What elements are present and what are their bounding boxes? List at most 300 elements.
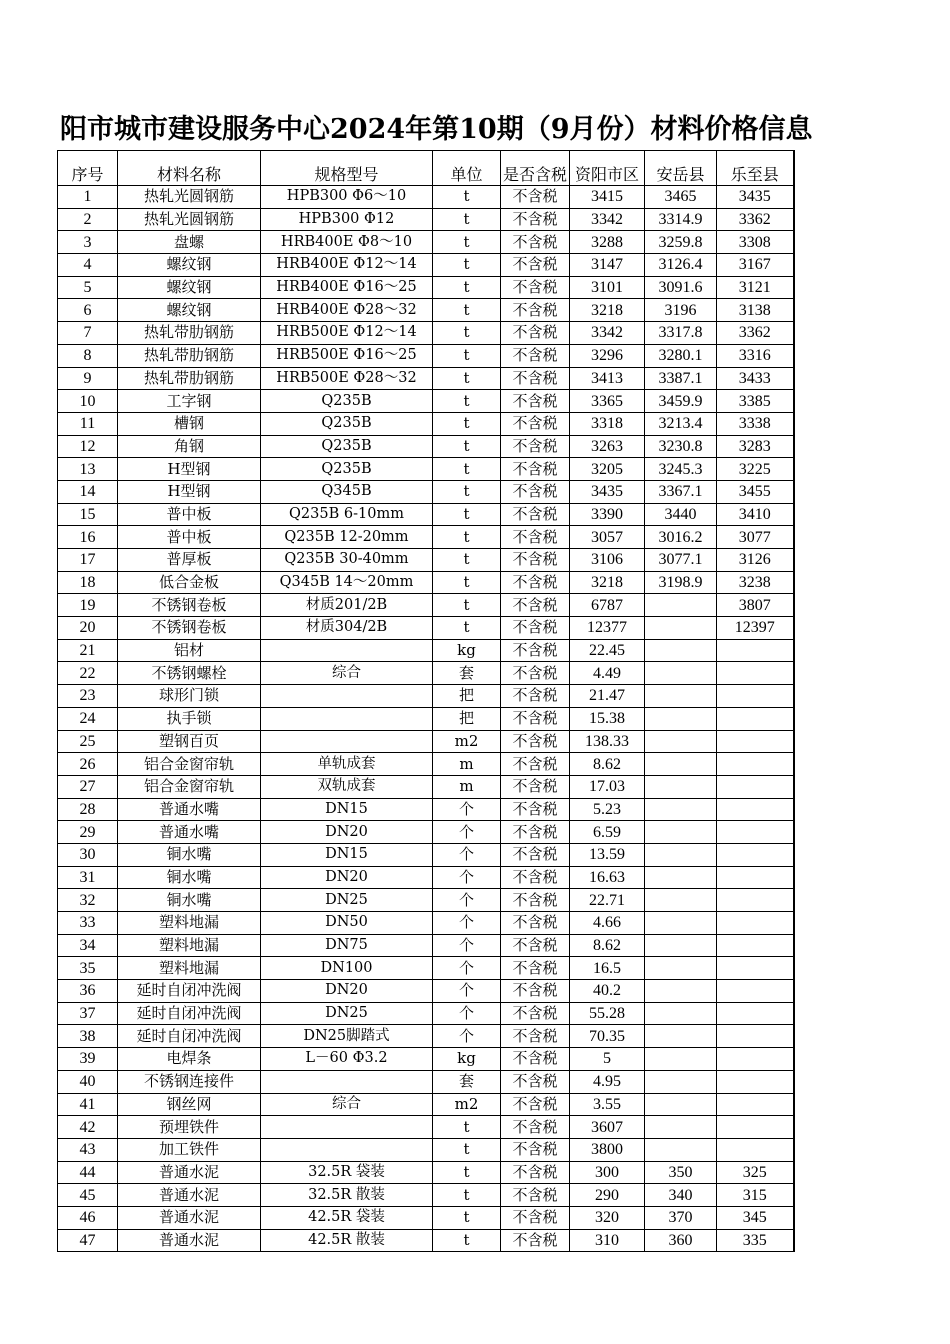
- cell-ziyang: 17.03: [570, 775, 645, 798]
- table-row: [58, 526, 794, 549]
- cell-spec: DN100: [261, 957, 433, 980]
- cell-spec: DN20: [261, 821, 433, 844]
- cell-spec: HPB300 Φ12: [261, 208, 433, 231]
- cell-anyue: 3213.4: [645, 412, 717, 435]
- cell-unit: 套: [433, 662, 501, 685]
- table-row: [58, 571, 794, 594]
- cell-index: 16: [58, 526, 118, 549]
- cell-anyue: 340: [645, 1184, 717, 1207]
- cell-ziyang: 5.23: [570, 798, 645, 821]
- cell-unit: t: [433, 503, 501, 526]
- cell-lezhi: [717, 821, 794, 844]
- cell-anyue: [645, 821, 717, 844]
- cell-lezhi: 325: [717, 1161, 794, 1184]
- cell-index: 15: [58, 503, 118, 526]
- cell-unit: t: [433, 594, 501, 617]
- cell-ziyang: 40.2: [570, 980, 645, 1003]
- cell-lezhi: [717, 1002, 794, 1025]
- cell-anyue: 370: [645, 1206, 717, 1229]
- cell-anyue: [645, 775, 717, 798]
- cell-material: 延时自闭冲洗阀: [118, 1002, 261, 1025]
- cell-index: 11: [58, 412, 118, 435]
- cell-unit: 套: [433, 1070, 501, 1093]
- cell-anyue: 3245.3: [645, 458, 717, 481]
- cell-unit: t: [433, 276, 501, 299]
- cell-index: 22: [58, 662, 118, 685]
- cell-tax: 不含税: [501, 1093, 570, 1116]
- cell-unit: t: [433, 1138, 501, 1161]
- cell-unit: t: [433, 231, 501, 254]
- table-row: [58, 1138, 794, 1161]
- cell-ziyang: 3390: [570, 503, 645, 526]
- cell-ziyang: 300: [570, 1161, 645, 1184]
- cell-ziyang: 310: [570, 1229, 645, 1252]
- cell-index: 3: [58, 231, 118, 254]
- cell-material: 普通水泥: [118, 1206, 261, 1229]
- cell-index: 47: [58, 1229, 118, 1252]
- cell-lezhi: 3807: [717, 594, 794, 617]
- cell-spec: DN75: [261, 934, 433, 957]
- cell-index: 44: [58, 1161, 118, 1184]
- cell-index: 32: [58, 889, 118, 912]
- table-row: [58, 322, 794, 345]
- cell-tax: 不含税: [501, 1184, 570, 1207]
- cell-tax: 不含税: [501, 276, 570, 299]
- cell-tax: 不含税: [501, 707, 570, 730]
- cell-material: 热轧带肋钢筋: [118, 367, 261, 390]
- cell-tax: 不含税: [501, 549, 570, 572]
- cell-material: H型钢: [118, 480, 261, 503]
- header-cell-ziyang: 资阳市区: [570, 151, 645, 186]
- table-row: [58, 344, 794, 367]
- cell-spec: Q345B 14～20mm: [261, 571, 433, 594]
- cell-tax: 不含税: [501, 571, 570, 594]
- cell-lezhi: [717, 1025, 794, 1048]
- cell-tax: 不含税: [501, 662, 570, 685]
- cell-spec: HRB400E Φ8～10: [261, 231, 433, 254]
- cell-anyue: [645, 753, 717, 776]
- cell-tax: 不含税: [501, 1229, 570, 1252]
- table-row: [58, 1184, 794, 1207]
- cell-anyue: [645, 662, 717, 685]
- cell-unit: t: [433, 322, 501, 345]
- cell-tax: 不含税: [501, 775, 570, 798]
- cell-material: 普通水泥: [118, 1184, 261, 1207]
- table-row: [58, 594, 794, 617]
- cell-anyue: [645, 1025, 717, 1048]
- cell-index: 14: [58, 480, 118, 503]
- cell-tax: 不含税: [501, 435, 570, 458]
- cell-index: 21: [58, 639, 118, 662]
- table-row: [58, 1070, 794, 1093]
- cell-material: 普中板: [118, 503, 261, 526]
- cell-ziyang: 290: [570, 1184, 645, 1207]
- cell-unit: t: [433, 1229, 501, 1252]
- cell-spec: DN15: [261, 843, 433, 866]
- cell-ziyang: 6.59: [570, 821, 645, 844]
- table-row: [58, 276, 794, 299]
- cell-material: 盘螺: [118, 231, 261, 254]
- cell-unit: t: [433, 412, 501, 435]
- cell-ziyang: 3218: [570, 299, 645, 322]
- cell-anyue: [645, 889, 717, 912]
- table-row: [58, 889, 794, 912]
- cell-ziyang: 3101: [570, 276, 645, 299]
- table-row: [58, 1025, 794, 1048]
- cell-spec: DN20: [261, 980, 433, 1003]
- cell-ziyang: 16.5: [570, 957, 645, 980]
- cell-unit: m: [433, 775, 501, 798]
- cell-anyue: [645, 617, 717, 640]
- cell-tax: 不含税: [501, 957, 570, 980]
- cell-anyue: [645, 957, 717, 980]
- cell-index: 9: [58, 367, 118, 390]
- cell-lezhi: [717, 980, 794, 1003]
- cell-lezhi: 315: [717, 1184, 794, 1207]
- cell-lezhi: [717, 866, 794, 889]
- cell-ziyang: 3218: [570, 571, 645, 594]
- cell-lezhi: [717, 662, 794, 685]
- cell-ziyang: 3342: [570, 322, 645, 345]
- cell-anyue: 3196: [645, 299, 717, 322]
- cell-material: H型钢: [118, 458, 261, 481]
- table-body: [58, 186, 794, 1252]
- table-row: [58, 208, 794, 231]
- cell-tax: 不含税: [501, 1206, 570, 1229]
- cell-spec: 42.5R 袋装: [261, 1206, 433, 1229]
- cell-material: 塑钢百页: [118, 730, 261, 753]
- cell-material: 铜水嘴: [118, 866, 261, 889]
- cell-lezhi: [717, 1093, 794, 1116]
- cell-ziyang: 22.71: [570, 889, 645, 912]
- cell-anyue: 3259.8: [645, 231, 717, 254]
- cell-unit: 个: [433, 980, 501, 1003]
- cell-lezhi: [717, 1138, 794, 1161]
- cell-ziyang: 12377: [570, 617, 645, 640]
- cell-tax: 不含税: [501, 231, 570, 254]
- cell-tax: 不含税: [501, 299, 570, 322]
- table-row: [58, 934, 794, 957]
- table-row: [58, 549, 794, 572]
- cell-index: 26: [58, 753, 118, 776]
- cell-anyue: [645, 843, 717, 866]
- cell-lezhi: 3138: [717, 299, 794, 322]
- cell-lezhi: 345: [717, 1206, 794, 1229]
- cell-ziyang: 3.55: [570, 1093, 645, 1116]
- cell-unit: 个: [433, 889, 501, 912]
- cell-material: 槽钢: [118, 412, 261, 435]
- cell-lezhi: [717, 775, 794, 798]
- table-row: [58, 957, 794, 980]
- header-cell-unit: 单位: [433, 151, 501, 186]
- cell-spec: HPB300 Φ6～10: [261, 186, 433, 209]
- table-row: [58, 866, 794, 889]
- cell-unit: t: [433, 526, 501, 549]
- cell-unit: t: [433, 458, 501, 481]
- cell-tax: 不含税: [501, 980, 570, 1003]
- table-row: [58, 662, 794, 685]
- cell-ziyang: 3607: [570, 1116, 645, 1139]
- cell-tax: 不含税: [501, 322, 570, 345]
- cell-spec: DN25: [261, 889, 433, 912]
- cell-anyue: 3465: [645, 186, 717, 209]
- cell-unit: t: [433, 1184, 501, 1207]
- cell-spec: HRB500E Φ16～25: [261, 344, 433, 367]
- cell-material: 不锈钢卷板: [118, 594, 261, 617]
- cell-anyue: [645, 730, 717, 753]
- cell-spec: [261, 1116, 433, 1139]
- cell-lezhi: [717, 912, 794, 935]
- cell-index: 36: [58, 980, 118, 1003]
- cell-spec: [261, 1070, 433, 1093]
- price-table: [57, 150, 795, 1252]
- cell-index: 23: [58, 685, 118, 708]
- cell-spec: DN25脚踏式: [261, 1025, 433, 1048]
- cell-unit: t: [433, 186, 501, 209]
- cell-unit: 个: [433, 1002, 501, 1025]
- table-row: [58, 186, 794, 209]
- cell-lezhi: [717, 889, 794, 912]
- cell-material: 螺纹钢: [118, 254, 261, 277]
- cell-ziyang: 3296: [570, 344, 645, 367]
- cell-lezhi: [717, 798, 794, 821]
- cell-index: 6: [58, 299, 118, 322]
- cell-index: 46: [58, 1206, 118, 1229]
- cell-material: 热轧光圆钢筋: [118, 186, 261, 209]
- cell-spec: HRB500E Φ12～14: [261, 322, 433, 345]
- table-row: [58, 367, 794, 390]
- cell-ziyang: 16.63: [570, 866, 645, 889]
- cell-ziyang: 3263: [570, 435, 645, 458]
- cell-ziyang: 13.59: [570, 843, 645, 866]
- cell-tax: 不含税: [501, 390, 570, 413]
- cell-unit: t: [433, 367, 501, 390]
- cell-spec: 材质201/2B: [261, 594, 433, 617]
- table-row: [58, 254, 794, 277]
- cell-unit: 个: [433, 866, 501, 889]
- cell-lezhi: 3126: [717, 549, 794, 572]
- cell-unit: t: [433, 549, 501, 572]
- cell-anyue: 3314.9: [645, 208, 717, 231]
- cell-tax: 不含税: [501, 344, 570, 367]
- cell-index: 38: [58, 1025, 118, 1048]
- cell-unit: 个: [433, 843, 501, 866]
- table-row: [58, 753, 794, 776]
- cell-spec: Q235B: [261, 390, 433, 413]
- cell-lezhi: 3225: [717, 458, 794, 481]
- header-cell-lezhi: 乐至县: [717, 151, 794, 186]
- cell-material: 电焊条: [118, 1048, 261, 1071]
- header-cell-spec: 规格型号: [261, 151, 433, 186]
- header-cell-material: 材料名称: [118, 151, 261, 186]
- cell-index: 39: [58, 1048, 118, 1071]
- cell-ziyang: 15.38: [570, 707, 645, 730]
- cell-unit: m2: [433, 1093, 501, 1116]
- cell-index: 20: [58, 617, 118, 640]
- cell-ziyang: 4.49: [570, 662, 645, 685]
- cell-index: 30: [58, 843, 118, 866]
- cell-tax: 不含税: [501, 208, 570, 231]
- cell-tax: 不含税: [501, 1138, 570, 1161]
- cell-unit: t: [433, 1161, 501, 1184]
- cell-unit: 个: [433, 1025, 501, 1048]
- cell-tax: 不含税: [501, 1025, 570, 1048]
- cell-material: 铝材: [118, 639, 261, 662]
- table-row: [58, 299, 794, 322]
- cell-lezhi: [717, 1048, 794, 1071]
- table-row: [58, 480, 794, 503]
- cell-index: 2: [58, 208, 118, 231]
- table-row: [58, 458, 794, 481]
- cell-lezhi: [717, 639, 794, 662]
- cell-tax: 不含税: [501, 1161, 570, 1184]
- cell-spec: Q235B 6-10mm: [261, 503, 433, 526]
- cell-anyue: [645, 866, 717, 889]
- cell-spec: DN15: [261, 798, 433, 821]
- cell-unit: t: [433, 299, 501, 322]
- cell-material: 热轧光圆钢筋: [118, 208, 261, 231]
- cell-index: 8: [58, 344, 118, 367]
- cell-anyue: 3230.8: [645, 435, 717, 458]
- cell-index: 5: [58, 276, 118, 299]
- cell-tax: 不含税: [501, 503, 570, 526]
- cell-spec: 单轨成套: [261, 753, 433, 776]
- cell-index: 31: [58, 866, 118, 889]
- cell-anyue: 3459.9: [645, 390, 717, 413]
- cell-lezhi: 3308: [717, 231, 794, 254]
- cell-material: 塑料地漏: [118, 934, 261, 957]
- table-row: [58, 912, 794, 935]
- cell-index: 10: [58, 390, 118, 413]
- cell-tax: 不含税: [501, 1070, 570, 1093]
- cell-tax: 不含税: [501, 1048, 570, 1071]
- cell-index: 40: [58, 1070, 118, 1093]
- cell-spec: Q235B 12-20mm: [261, 526, 433, 549]
- table-row: [58, 617, 794, 640]
- cell-spec: [261, 707, 433, 730]
- cell-index: 24: [58, 707, 118, 730]
- cell-anyue: 3198.9: [645, 571, 717, 594]
- cell-anyue: [645, 912, 717, 935]
- cell-unit: kg: [433, 639, 501, 662]
- cell-spec: [261, 639, 433, 662]
- cell-anyue: [645, 934, 717, 957]
- cell-material: 铜水嘴: [118, 889, 261, 912]
- cell-ziyang: 55.28: [570, 1002, 645, 1025]
- cell-ziyang: 8.62: [570, 934, 645, 957]
- cell-spec: L－60 Φ3.2: [261, 1048, 433, 1071]
- cell-index: 17: [58, 549, 118, 572]
- table-row: [58, 730, 794, 753]
- cell-material: 不锈钢连接件: [118, 1070, 261, 1093]
- cell-lezhi: 3077: [717, 526, 794, 549]
- cell-ziyang: 3205: [570, 458, 645, 481]
- table-row: [58, 503, 794, 526]
- table-row: [58, 821, 794, 844]
- cell-lezhi: [717, 934, 794, 957]
- table-row: [58, 1048, 794, 1071]
- cell-ziyang: 4.66: [570, 912, 645, 935]
- cell-index: 45: [58, 1184, 118, 1207]
- cell-lezhi: 3385: [717, 390, 794, 413]
- cell-tax: 不含税: [501, 912, 570, 935]
- table-row: [58, 390, 794, 413]
- cell-unit: m2: [433, 730, 501, 753]
- cell-index: 25: [58, 730, 118, 753]
- cell-unit: 个: [433, 957, 501, 980]
- cell-unit: t: [433, 208, 501, 231]
- cell-unit: t: [433, 480, 501, 503]
- cell-material: 执手锁: [118, 707, 261, 730]
- cell-spec: Q345B: [261, 480, 433, 503]
- cell-anyue: [645, 1138, 717, 1161]
- cell-material: 加工铁件: [118, 1138, 261, 1161]
- cell-tax: 不含税: [501, 889, 570, 912]
- cell-material: 角钢: [118, 435, 261, 458]
- cell-spec: [261, 730, 433, 753]
- cell-index: 28: [58, 798, 118, 821]
- cell-anyue: [645, 1116, 717, 1139]
- cell-material: 铜水嘴: [118, 843, 261, 866]
- cell-lezhi: [717, 685, 794, 708]
- cell-anyue: [645, 594, 717, 617]
- cell-ziyang: 3365: [570, 390, 645, 413]
- cell-index: 19: [58, 594, 118, 617]
- table-row: [58, 1206, 794, 1229]
- cell-ziyang: 138.33: [570, 730, 645, 753]
- cell-spec: Q235B: [261, 412, 433, 435]
- cell-tax: 不含税: [501, 934, 570, 957]
- cell-ziyang: 3057: [570, 526, 645, 549]
- cell-unit: 个: [433, 934, 501, 957]
- cell-spec: Q235B 30-40mm: [261, 549, 433, 572]
- cell-ziyang: 3288: [570, 231, 645, 254]
- cell-material: 普中板: [118, 526, 261, 549]
- cell-spec: Q235B: [261, 435, 433, 458]
- cell-unit: t: [433, 617, 501, 640]
- cell-unit: 个: [433, 912, 501, 935]
- cell-lezhi: 3121: [717, 276, 794, 299]
- cell-lezhi: [717, 957, 794, 980]
- cell-tax: 不含税: [501, 1002, 570, 1025]
- cell-spec: HRB500E Φ28～32: [261, 367, 433, 390]
- cell-anyue: 3387.1: [645, 367, 717, 390]
- cell-lezhi: 3410: [717, 503, 794, 526]
- cell-material: 铝合金窗帘轨: [118, 775, 261, 798]
- cell-index: 43: [58, 1138, 118, 1161]
- cell-material: 热轧带肋钢筋: [118, 322, 261, 345]
- cell-index: 18: [58, 571, 118, 594]
- cell-material: 螺纹钢: [118, 299, 261, 322]
- table-row: [58, 1116, 794, 1139]
- cell-index: 12: [58, 435, 118, 458]
- cell-material: 低合金板: [118, 571, 261, 594]
- cell-material: 钢丝网: [118, 1093, 261, 1116]
- cell-unit: t: [433, 571, 501, 594]
- table-row: [58, 412, 794, 435]
- cell-ziyang: 8.62: [570, 753, 645, 776]
- cell-anyue: [645, 685, 717, 708]
- cell-tax: 不含税: [501, 843, 570, 866]
- cell-tax: 不含税: [501, 798, 570, 821]
- cell-lezhi: 3435: [717, 186, 794, 209]
- header-cell-anyue: 安岳县: [645, 151, 717, 186]
- cell-unit: t: [433, 1206, 501, 1229]
- cell-material: 不锈钢卷板: [118, 617, 261, 640]
- cell-lezhi: [717, 1116, 794, 1139]
- cell-anyue: 3016.2: [645, 526, 717, 549]
- cell-ziyang: 4.95: [570, 1070, 645, 1093]
